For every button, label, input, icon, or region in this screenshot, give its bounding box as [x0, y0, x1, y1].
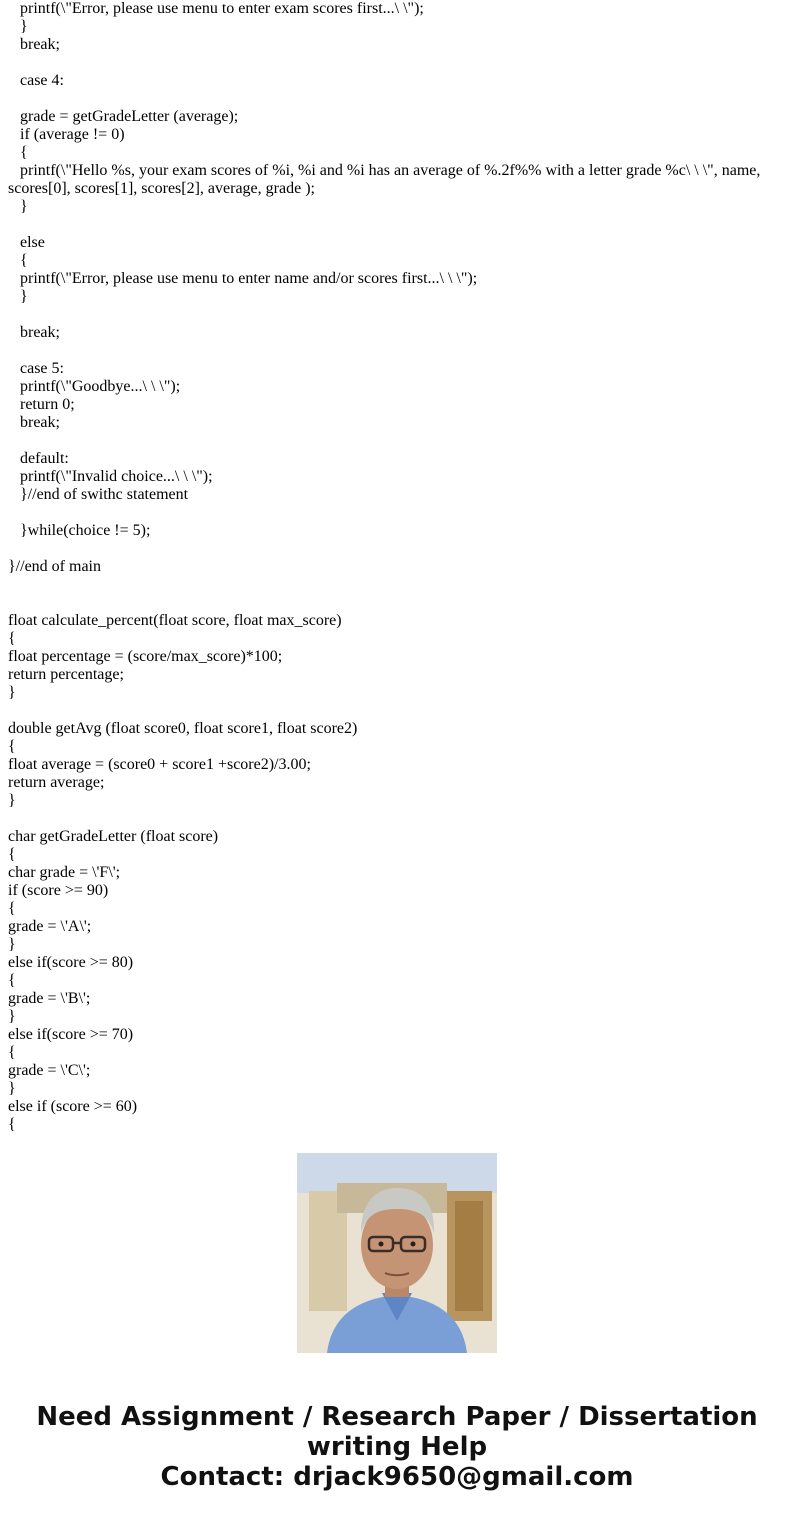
code-line: grade = getGradeLetter (average); [8, 108, 239, 125]
code-line [8, 54, 778, 72]
code-line: float average = (score0 + score1 +score2)/3.00; [8, 756, 311, 773]
code-line: if (score >= 90) [8, 882, 109, 899]
code-line: grade = \'A\'; [8, 918, 92, 935]
code-line: break; [8, 324, 60, 341]
code-line: } [8, 792, 16, 809]
banner-line-1: Need Assignment / Research Paper / Dissertation [36, 1402, 758, 1432]
code-line: grade = \'C\'; [8, 1062, 91, 1079]
code-line: break; [8, 414, 60, 431]
code-line [8, 432, 778, 450]
code-line: float calculate_percent(float score, float max_score) [8, 612, 342, 629]
code-line [8, 216, 778, 234]
code-line: } [8, 288, 28, 305]
code-line: double getAvg (float score0, float score1, float score2) [8, 720, 358, 737]
code-line: { [8, 1044, 16, 1061]
code-line: } [8, 198, 28, 215]
code-line [8, 504, 778, 522]
code-line: char grade = \'F\'; [8, 864, 121, 881]
code-line: else [8, 234, 45, 251]
code-line: { [8, 900, 16, 917]
banner-line-2: writing Help [306, 1432, 488, 1462]
code-line: default: [8, 450, 69, 467]
code-line: } [8, 936, 16, 953]
code-line: { [8, 1116, 16, 1133]
code-line [8, 810, 778, 828]
code-line [8, 594, 778, 612]
code-line: } [8, 684, 16, 701]
code-line: printf(\"Invalid choice...\ \ \"); [8, 468, 213, 485]
code-line: char getGradeLetter (float score) [8, 828, 219, 845]
code-line: } [8, 18, 28, 35]
portrait-photo [297, 1153, 497, 1353]
code-line: }//end of main [8, 558, 101, 575]
code-line: break; [8, 36, 60, 53]
code-line [8, 702, 778, 720]
code-line: return percentage; [8, 666, 124, 683]
banner-line-3: Contact: drjack9650@gmail.com [160, 1462, 634, 1492]
code-line: case 4: [8, 72, 64, 89]
code-line [8, 342, 778, 360]
code-line: { [8, 252, 28, 269]
code-line [8, 90, 778, 108]
code-line: }//end of swithc statement [8, 486, 189, 503]
code-line: printf(\"Hello %s, your exam scores of %i, %i and %i has an average of %.2f%% with a letter grade %c\ \ \", name, scores[0], scores[1], scores[2], average, grade ); [8, 162, 765, 197]
code-line: { [8, 144, 28, 161]
author-avatar [297, 1153, 497, 1353]
code-line: if (average != 0) [8, 126, 125, 143]
code-line: printf(\"Error, please use menu to enter name and/or scores first...\ \ \"); [8, 270, 478, 287]
code-line: } [8, 1008, 16, 1025]
code-line: else if(score >= 80) [8, 954, 134, 971]
contact-banner [0, 1402, 794, 1492]
code-line [8, 306, 778, 324]
code-line [8, 576, 778, 594]
code-line: printf(\"Error, please use menu to enter exam scores first...\ \"); [8, 0, 424, 17]
code-line: printf(\"Goodbye...\ \ \"); [8, 378, 181, 395]
code-line: else if (score >= 60) [8, 1098, 138, 1115]
code-line: grade = \'B\'; [8, 990, 91, 1007]
code-line: return 0; [8, 396, 75, 413]
code-line [8, 540, 778, 558]
code-line: { [8, 972, 16, 989]
code-line: } [8, 1080, 16, 1097]
code-line: }while(choice != 5); [8, 522, 151, 539]
code-line: else if(score >= 70) [8, 1026, 134, 1043]
code-line: return average; [8, 774, 105, 791]
code-line: { [8, 630, 16, 647]
code-line: { [8, 738, 16, 755]
code-line: { [8, 846, 16, 863]
code-line: case 5: [8, 360, 64, 377]
code-listing [8, 0, 778, 1133]
code-line: float percentage = (score/max_score)*100; [8, 648, 283, 665]
